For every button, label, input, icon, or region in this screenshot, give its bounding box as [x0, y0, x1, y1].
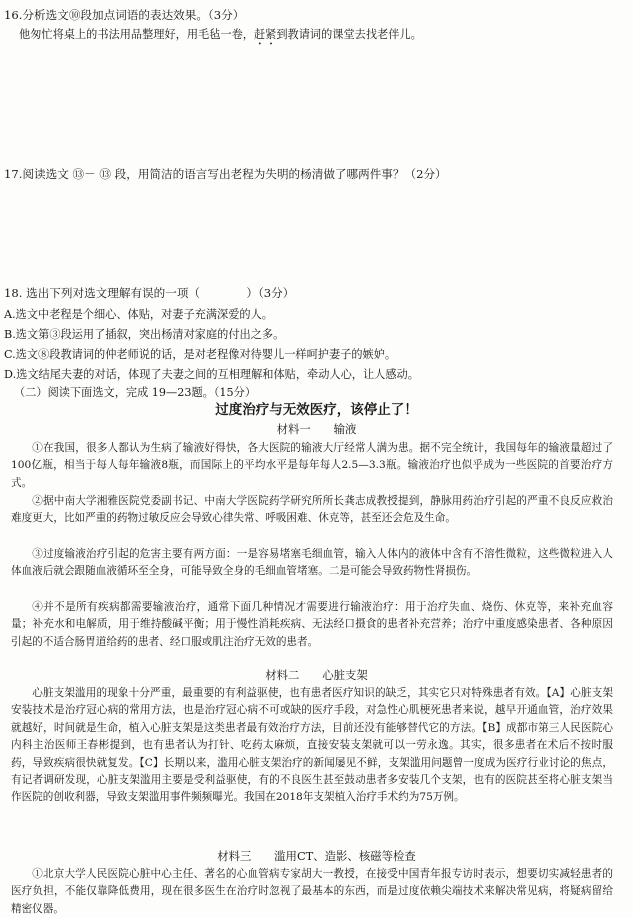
material1-paragraph-1: ①在我国，很多人都认为生病了输液好得快，各大医院的输液大厅经常人满为患。据不完全统计，我国每年的输液量超过了100亿瓶，相当于每人每年输液8瓶，而国际上的平均水平是每年每人2.5—3.3瓶。输液治疗也似乎成为一些医院的首要治疗方式。 [11, 442, 613, 489]
material1-title: 材料一 输液 [276, 422, 357, 436]
q18-option-c: C.选文⑧段教请词的仲老师说的话，是对老程像对待婴儿一样呵护妻子的嫉妒。 [4, 348, 397, 361]
q16-quote [19, 26, 422, 48]
q17-stem: 17.阅读选文 ⑬－ ⑬ 段，用简洁的语言写出老程为失明的杨清做了哪两件事？（2分） [4, 167, 447, 181]
q18-option-a: A.选文中老程是个细心、体贴，对妻子充满深爱的人。 [4, 308, 273, 321]
material3-paragraph: ①北京大学人民医院心脏中心主任、著名的心血管病专家胡大一教授，在接受中国青年报专访时表示，想要切实减轻患者的医疗负担，不能仅靠降低费用，现在很多医生在治疗时忽视了最基本的东西，而是过度依赖尖端技术来解决常见病，将疑病留给精密仪器。 [11, 868, 613, 915]
article-title: 过度治疗与无效医疗，该停止了！ [215, 402, 418, 418]
q18-option-b: B.选文第③段运用了插叙，突出杨清对家庭的付出之多。 [4, 328, 285, 341]
material1-paragraph-4: ④并不是所有疾病都需要输液治疗，通常下面几种情况才需要进行输液治疗：用于治疗失血、烧伤、休克等，来补充血容量；补充水和电解质，用于维持酸碱平衡；用于慢性消耗疾病、无法经口摄食的患者补充营养；治疗中重度感染患者、各种原因引起的不适合肠胃道给药的患者、经口服或肌注治疗无效的患者。 [11, 601, 613, 648]
material1-paragraph-2: ②据中南大学湘雅医院党委副书记、中南大学医院药学研究所所长龚志成教授提到，静脉用药治疗引起的严重不良反应救治难度更大，比如严重的药物过敏反应会导致心律失常、呼吸困难、休克等，甚至还会危及生命。 [11, 495, 613, 525]
q16-stem: 16.分析选文⑩段加点词语的表达效果。（3分） [4, 8, 245, 22]
q16-quote-before: 他匆忙将桌上的书法用品整理好，用毛毡一卷， [19, 28, 254, 41]
q16-marked-word: 赶紧 [253, 28, 277, 41]
material3-title: 材料三 滥用CT、造影、核磁等检查 [217, 849, 416, 863]
material2-paragraph: 心脏支架滥用的现象十分严重，最重要的有利益驱使，也有患者医疗知识的缺乏，其实它只对特殊患者有效。【A】心脏支架安装技术是治疗冠心病的常用方法，也是治疗冠心病不可或缺的医疗手段，对急性心肌梗死患者来说，越早开通血管，治疗效果就越好，时间就是生命，植入心脏支架是这类患者最有效治疗方法，目前还没有能够替代它的方法。【B】成都市第三人民医院心内科主治医师王春彬提到，也有患者认为打针、吃药太麻烦，直接安装支架就可以一劳永逸。其实，很多患者在术后不按时服药，导致疾病很快就复发。【C】长期以来，滥用心脏支架治疗的新闻屡见不鲜，支架滥用问题曾一度成为医疗行业讨论的焦点，有记者调研发现，心脏支架滥用主要是受利益驱使，有的不良医生甚至鼓动患者多安装几个支架，也有的医院甚至将心脏支架当作医院的创收利器，导致支架滥用事件频频曝光。我国在2018年支架植入治疗手术约为75万例。 [11, 687, 613, 804]
material2-title: 材料二 心脏支架 [265, 668, 368, 682]
q16-quote-after: 到教请词的课堂去找老伴儿。 [276, 28, 422, 41]
q18-stem: 18. 选出下列对选文理解有误的一项（ ）（3分） [4, 286, 295, 300]
section2-intro: （二）阅读下面选文，完成 19—23题。（15分） [14, 386, 257, 399]
q18-option-d: D.选文结尾夫妻的对话，体现了夫妻之间的互相理解和体贴，牵动人心，让人感动。 [4, 368, 419, 381]
material1-paragraph-3: ③过度输液治疗引起的危害主要有两方面：一是容易堵塞毛细血管，输入人体内的液体中含有不溶性微粒，这些微粒进入人体血液后就会跟随血液循环至全身，可能导致全身的毛细血管堵塞。二是可能会导致药物性肾损伤。 [11, 548, 613, 578]
